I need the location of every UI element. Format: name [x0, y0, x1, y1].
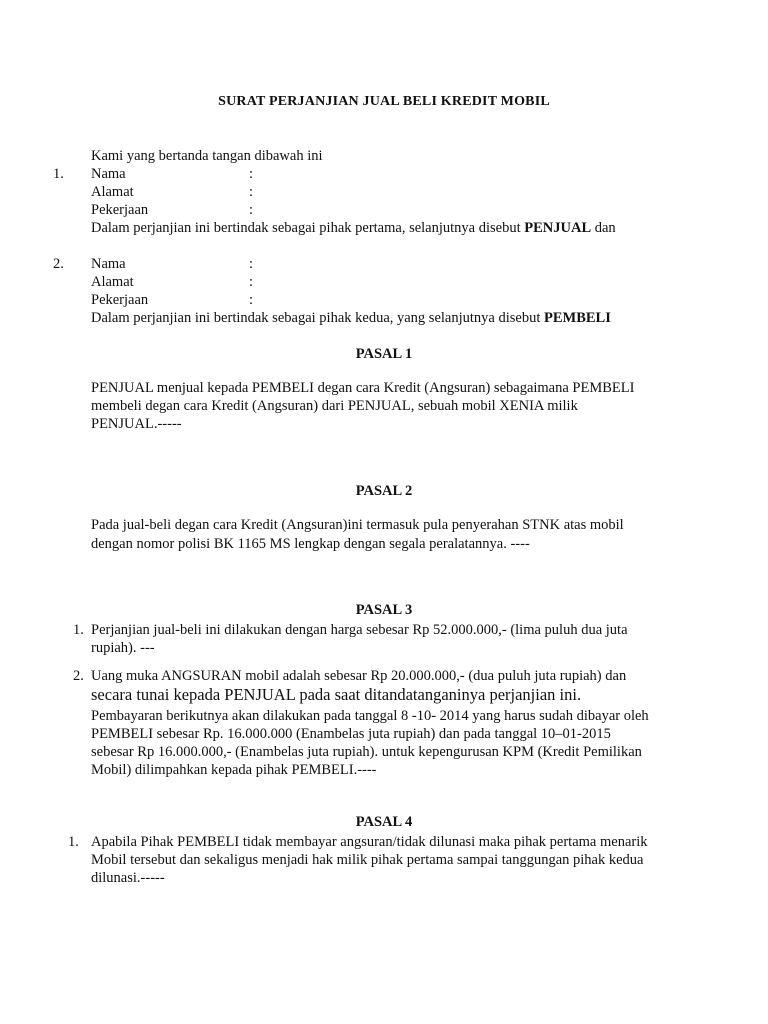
intro-text: Kami yang bertanda tangan dibawah ini — [91, 148, 323, 164]
party2-role: Dalam perjanjian ini bertindak sebagai pihak kedua, yang selanjutnya disebut PEMBELI — [91, 310, 611, 326]
party1-role: Dalam perjanjian ini bertindak sebagai pihak pertama, selanjutnya disebut PENJUAL dan — [91, 220, 616, 236]
document-title: SURAT PERJANJIAN JUAL BELI KREDIT MOBIL — [218, 94, 550, 109]
pasal1-line: membeli degan cara Kredit (Angsuran) dari PENJUAL, sebuah mobil XENIA milik — [91, 398, 578, 414]
pasal3-heading: PASAL 3 — [355, 602, 413, 618]
pasal2-heading: PASAL 2 — [355, 483, 413, 499]
party2-role-name: PEMBELI — [543, 310, 611, 326]
party2-job-label: Pekerjaan — [91, 292, 149, 308]
pasal3-item2-line: Mobil) dilimpahkan kepada pihak PEMBELI.---- — [91, 762, 377, 778]
party2-number: 2. — [53, 256, 64, 272]
pasal3-item2-line: Pembayaran berikutnya akan dilakukan pada tanggal 8 -10- 2014 yang harus sudah dibayar oleh — [91, 708, 649, 724]
pasal2-line: dengan nomor polisi BK 1165 MS lengkap dengan segala peralatannya. ---- — [91, 536, 530, 552]
pasal3-item1-number: 1. — [73, 622, 84, 638]
party2-address-label: Alamat — [91, 274, 134, 290]
pasal4-item1-line: dilunasi.----- — [91, 870, 165, 886]
party2-name-label: Nama — [91, 256, 126, 272]
pasal4-item1-line: Apabila Pihak PEMBELI tidak membayar angsuran/tidak dilunasi maka pihak pertama menarik — [91, 834, 648, 850]
party2-name-sep: : — [249, 256, 254, 272]
pasal1-line: PENJUAL.----- — [91, 416, 182, 432]
party1-job-sep: : — [249, 202, 254, 218]
party1-role-name: PENJUAL — [524, 220, 592, 236]
pasal3-item2-line: PEMBELI sebesar Rp. 16.000.000 (Enambelas juta rupiah) dan pada tanggal 10–01-2015 — [91, 726, 611, 742]
pasal1-line: PENJUAL menjual kepada PEMBELI degan cara Kredit (Angsuran) sebagaimana PEMBELI — [91, 380, 635, 396]
pasal3-item1-line: Perjanjian jual-beli ini dilakukan dengan harga sebesar Rp 52.000.000,- (lima puluh dua juta — [91, 622, 628, 638]
party2-address-sep: : — [249, 274, 254, 290]
party2-job-sep: : — [249, 292, 254, 308]
pasal3-item1-line: rupiah). --- — [91, 640, 155, 656]
pasal3-item2-line: Uang muka ANGSURAN mobil adalah sebesar Rp 20.000.000,- (dua puluh juta rupiah) dan — [91, 668, 627, 684]
pasal1-heading: PASAL 1 — [355, 346, 413, 362]
pasal2-line: Pada jual-beli degan cara Kredit (Angsuran)ini termasuk pula penyerahan STNK atas mobil — [91, 517, 624, 533]
pasal4-heading: PASAL 4 — [355, 814, 413, 830]
party1-name-sep: : — [249, 166, 254, 182]
party1-address-label: Alamat — [91, 184, 134, 200]
party1-number: 1. — [53, 166, 64, 182]
party1-name-label: Nama — [91, 166, 126, 182]
pasal3-item2-line-large: secara tunai kepada PENJUAL pada saat ditandatanganinya perjanjian ini. — [91, 685, 582, 704]
party1-job-label: Pekerjaan — [91, 202, 149, 218]
pasal4-item1-line: Mobil tersebut dan sekaligus menjadi hak milik pihak pertama sampai tanggungan pihak kedua — [91, 852, 644, 868]
pasal3-item2-line: sebesar Rp 16.000.000,- (Enambelas juta rupiah). untuk kepengurusan KPM (Kredit Pemilikan — [91, 744, 642, 760]
party1-address-sep: : — [249, 184, 254, 200]
pasal4-item1-number: 1. — [68, 834, 79, 850]
pasal3-item2-number: 2. — [73, 668, 84, 684]
